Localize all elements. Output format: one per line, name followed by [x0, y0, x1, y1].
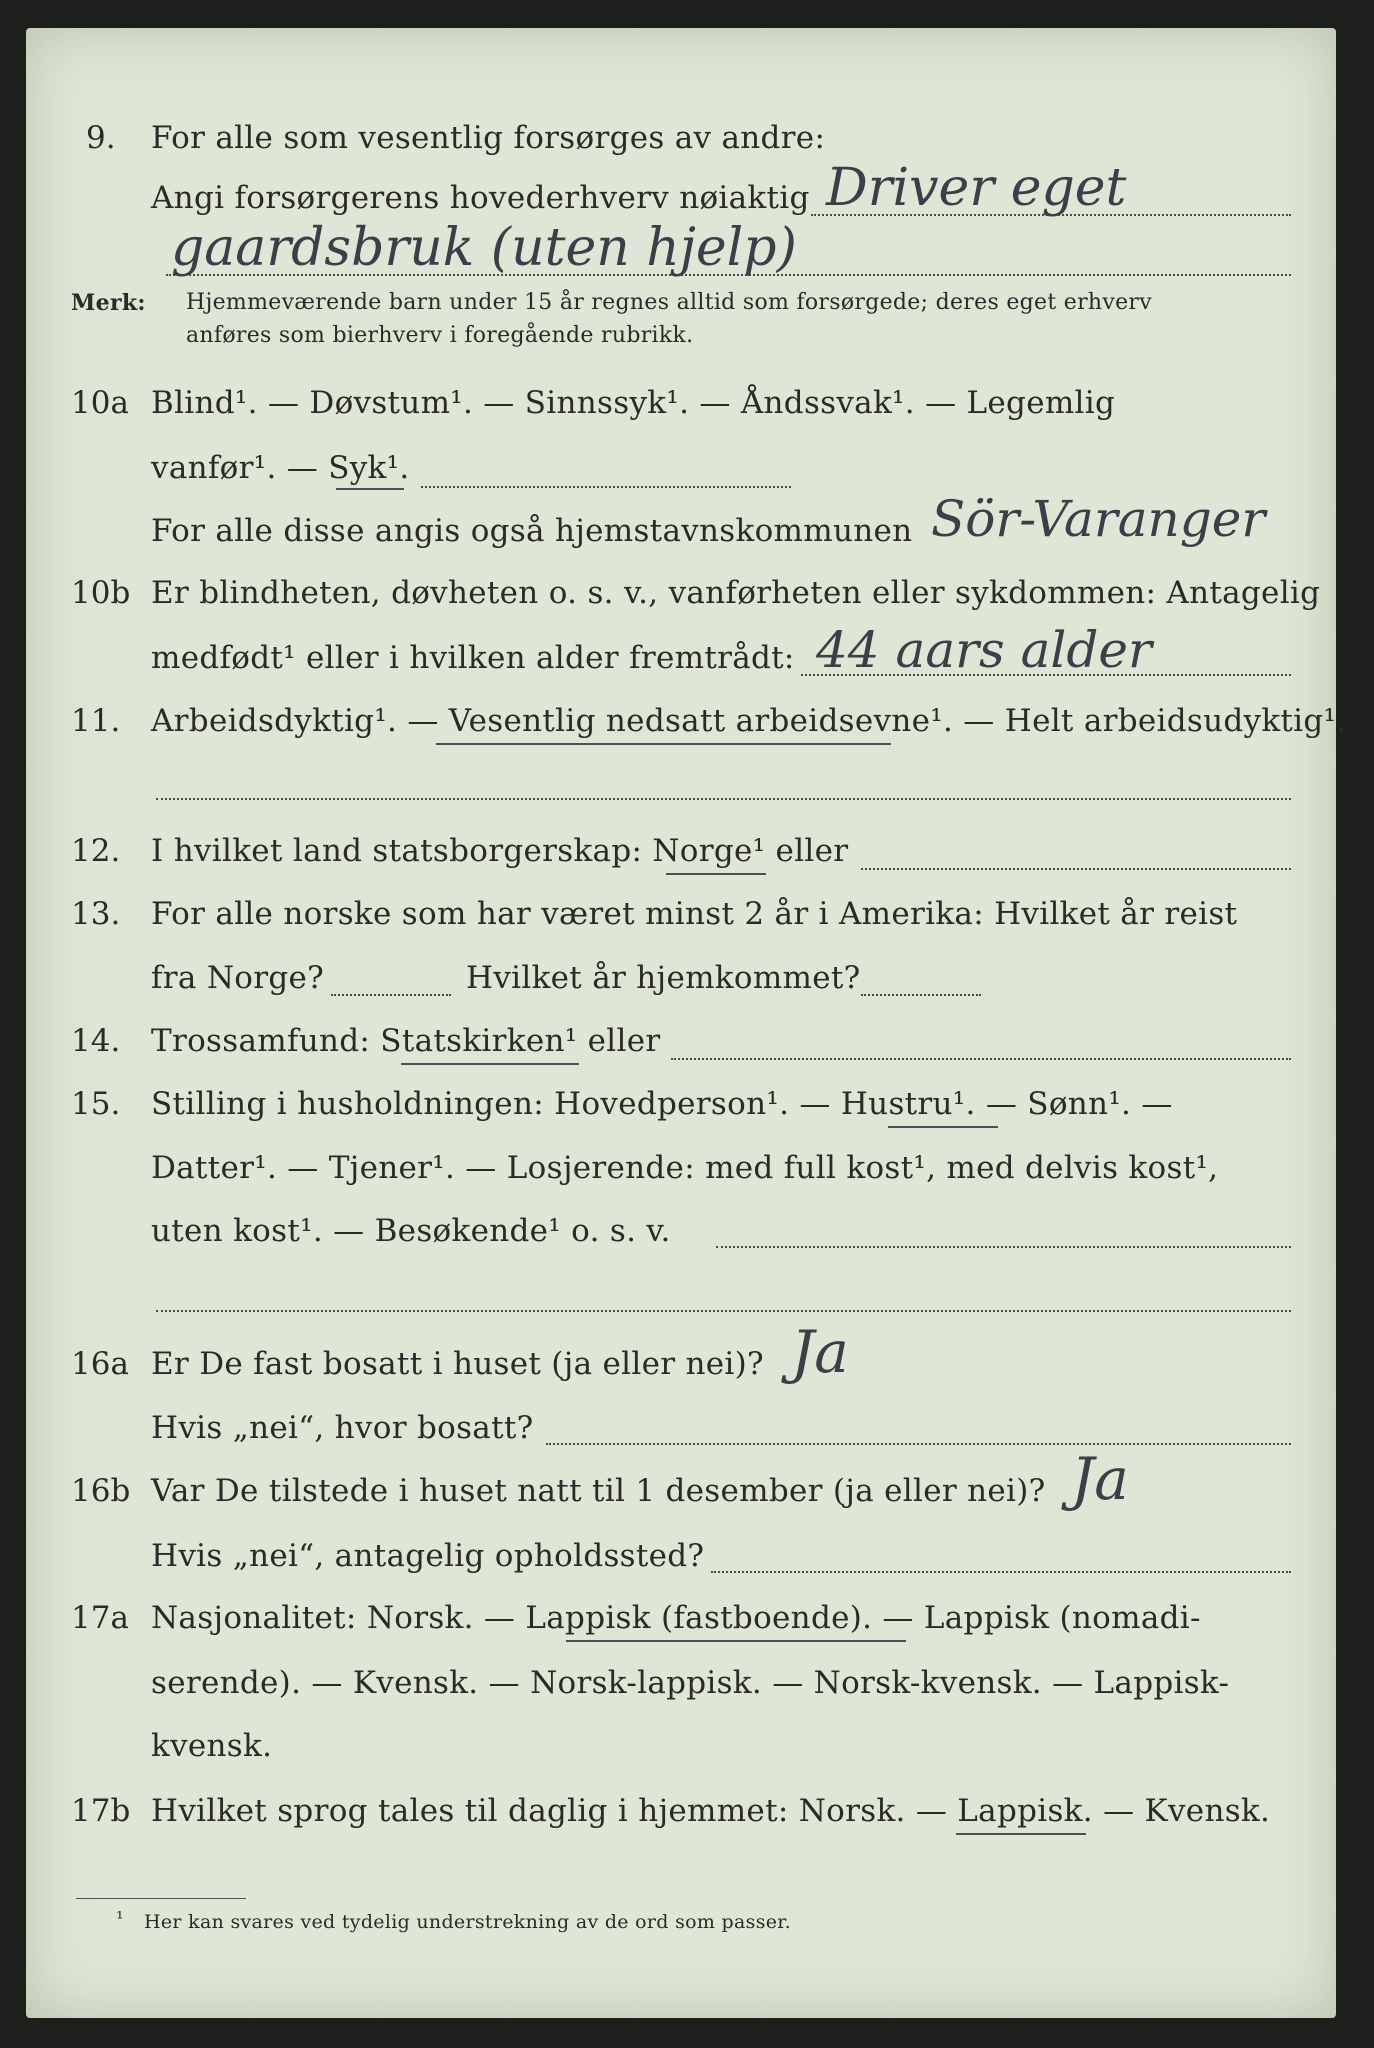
q10b-line1: Er blindheten, døvheten o. s. v., vanførheten eller sykdommen: Antagelig — [151, 575, 1321, 611]
q9-line2: Angi forsørgerens hovederhverv nøiaktig — [151, 180, 810, 216]
q11-line1: Arbeidsdyktig¹. — Vesentlig nedsatt arbeidsevne¹. — Helt arbeidsudyktig¹. — [151, 703, 1347, 739]
merk-line2: anføres som bierhverv i foregående rubrikk. — [186, 323, 694, 348]
q14-number: 14. — [71, 1023, 121, 1059]
footnote-text: Her kan svares ved tydelig understrekning av de ord som passer. — [144, 1911, 791, 1933]
q10a-underline-syk — [336, 488, 404, 490]
q16b-handwritten: Ja — [1071, 1445, 1129, 1513]
q16b-number: 16b — [71, 1473, 131, 1509]
q9-number: 9. — [86, 120, 116, 156]
q13-answer-reist — [331, 994, 451, 996]
q14-line1: Trossamfund: Statskirken¹ eller — [151, 1023, 661, 1059]
q15-answer-line2 — [156, 1310, 1291, 1312]
q15-line3: uten kost¹. — Besøkende¹ o. s. v. — [151, 1213, 671, 1249]
q12-answer-line — [861, 868, 1291, 870]
q10a-handwritten: Sör-Varanger — [931, 490, 1266, 548]
q13-line2b: Hvilket år hjemkommet? — [466, 960, 861, 996]
q10a-number: 10a — [71, 385, 129, 421]
q16b-line2: Hvis „nei“, antagelig opholdssted? — [151, 1538, 705, 1574]
q10b-handwritten: 44 aars alder — [816, 621, 1152, 679]
q10a-line1: Blind¹. — Døvstum¹. — Sinnssyk¹. — Åndssvak¹. — Legemlig — [151, 385, 1116, 421]
q13-line2: fra Norge? — [151, 960, 325, 996]
q17a-number: 17a — [71, 1600, 129, 1636]
census-form-page — [26, 28, 1347, 2018]
q16b-answer-line — [711, 1571, 1291, 1573]
q12-number: 12. — [71, 833, 121, 869]
q14-underline — [401, 1063, 579, 1065]
q16a-line2: Hvis „nei“, hvor bosatt? — [151, 1410, 534, 1446]
q15-line2: Datter¹. — Tjener¹. — Losjerende: med full kost¹, med delvis kost¹, — [151, 1150, 1219, 1186]
q17a-underline — [566, 1640, 906, 1642]
footnote-rule — [76, 1898, 246, 1899]
q17a-line1: Nasjonalitet: Norsk. — Lappisk (fastboende). — Lappisk (nomadi- — [151, 1600, 1201, 1636]
q13-answer-hjemkommet — [861, 994, 981, 996]
merk-label: Merk: — [71, 290, 146, 316]
q16b-line1: Var De tilstede i huset natt til 1 desember (ja eller nei)? — [151, 1473, 1046, 1509]
q17b-line1: Hvilket sprog tales til daglig i hjemmet: Norsk. — Lappisk. — Kvensk. — [151, 1793, 1271, 1829]
q16a-handwritten: Ja — [791, 1318, 849, 1386]
q12-underline-norge — [666, 873, 766, 875]
q9-handwritten-1: Driver eget — [826, 158, 1127, 218]
q15-answer-line1 — [716, 1246, 1291, 1248]
q9-handwritten-2: gaardsbruk (uten hjelp) — [171, 218, 797, 278]
q10a-line2: vanfør¹. — Syk¹. — [151, 450, 410, 486]
q11-number: 11. — [71, 703, 121, 739]
q13-number: 13. — [71, 896, 121, 932]
q17b-underline — [956, 1833, 1086, 1835]
q10b-number: 10b — [71, 575, 131, 611]
q11-answer-line — [156, 798, 1291, 800]
q16a-number: 16a — [71, 1346, 129, 1382]
footnote-mark: ¹ — [116, 1908, 124, 1930]
q15-underline-hustru — [888, 1126, 998, 1128]
q10a-line3: For alle disse angis også hjemstavnskommunen — [151, 513, 913, 549]
q14-answer-line — [671, 1058, 1291, 1060]
q16a-answer-line — [546, 1443, 1291, 1445]
q11-underline — [436, 743, 891, 745]
q9-line1: For alle som vesentlig forsørges av andre: — [151, 120, 826, 156]
merk-line1: Hjemmeværende barn under 15 år regnes alltid som forsørgede; deres eget erhverv — [186, 290, 1152, 315]
q15-line1: Stilling i husholdningen: Hovedperson¹. — Hustru¹. — Sønn¹. — — [151, 1086, 1173, 1122]
q15-number: 15. — [71, 1086, 121, 1122]
q17a-line2: serende). — Kvensk. — Norsk-lappisk. — Norsk-kvensk. — Lappisk- — [151, 1665, 1230, 1701]
q13-line1: For alle norske som har været minst 2 år i Amerika: Hvilket år reist — [151, 896, 1238, 932]
q17b-number: 17b — [71, 1793, 131, 1829]
q17a-line3: kvensk. — [151, 1728, 273, 1764]
q12-line1: I hvilket land statsborgerskap: Norge¹ eller — [151, 833, 849, 869]
q16a-line1: Er De fast bosatt i huset (ja eller nei)? — [151, 1346, 764, 1382]
q10b-line2: medfødt¹ eller i hvilken alder fremtrådt: — [151, 640, 795, 676]
q10a-answer-line — [421, 486, 791, 488]
